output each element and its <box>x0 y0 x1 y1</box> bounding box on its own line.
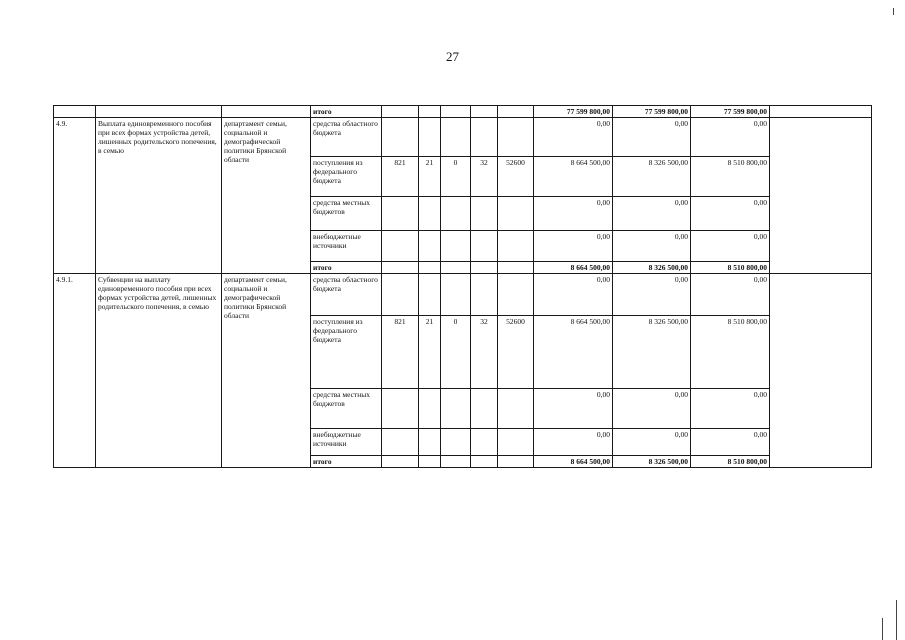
funding-source: поступления из федерального бюджета <box>311 316 382 389</box>
code-subprogram <box>441 389 471 429</box>
code-grbs <box>382 197 419 231</box>
code-direction: 52600 <box>498 316 534 389</box>
amount-year-2: 8 326 500,00 <box>613 316 691 389</box>
funding-source: поступления из федерального бюджета <box>311 157 382 197</box>
amount-year-3: 0,00 <box>691 429 770 456</box>
amount-year-3: 8 510 800,00 <box>691 456 770 468</box>
total-label: итого <box>311 262 382 274</box>
code-subprogram: 0 <box>441 157 471 197</box>
item-executor: департамент семьи, социальной и демографической политики Брянской области <box>222 118 311 274</box>
table-row <box>54 118 872 157</box>
code-event <box>471 231 498 262</box>
amount-year-2: 8 326 500,00 <box>613 456 691 468</box>
amount-year-1: 8 664 500,00 <box>534 157 613 197</box>
amount-year-2: 0,00 <box>613 118 691 157</box>
item-code: 4.9.1. <box>54 274 96 468</box>
code-program <box>419 197 441 231</box>
amount-year-2: 0,00 <box>613 389 691 429</box>
total-label: итого <box>311 456 382 468</box>
code-event <box>471 274 498 316</box>
amount-year-3: 0,00 <box>691 197 770 231</box>
funding-source: средства местных бюджетов <box>311 197 382 231</box>
funding-source: внебюджетные источники <box>311 231 382 262</box>
code-event <box>471 389 498 429</box>
notes-cell <box>770 274 872 468</box>
amount-year-3: 0,00 <box>691 389 770 429</box>
code-event <box>471 197 498 231</box>
funding-source: средства местных бюджетов <box>311 389 382 429</box>
amount-year-1: 8 664 500,00 <box>534 316 613 389</box>
amount-year-2: 0,00 <box>613 197 691 231</box>
code-program: 21 <box>419 316 441 389</box>
item-name: Субвенции на выплату единовременного пособия при всех формах устройства детей, лишенных родительского попечения, в семью <box>96 274 222 468</box>
code-event <box>471 429 498 456</box>
amount-year-3: 77 599 800,00 <box>691 106 770 118</box>
code-program <box>419 118 441 157</box>
amount-year-1: 8 664 500,00 <box>534 456 613 468</box>
item-code: 4.9. <box>54 118 96 274</box>
funding-source: средства областного бюджета <box>311 274 382 316</box>
amount-year-2: 8 326 500,00 <box>613 157 691 197</box>
code-grbs <box>382 231 419 262</box>
code-direction: 52600 <box>498 157 534 197</box>
item-executor: департамент семьи, социальной и демографической политики Брянской области <box>222 274 311 468</box>
scan-edge-mark <box>882 618 883 640</box>
code-grbs: 821 <box>382 316 419 389</box>
code-program <box>419 274 441 316</box>
amount-year-3: 8 510 800,00 <box>691 157 770 197</box>
code-event <box>471 118 498 157</box>
amount-year-3: 0,00 <box>691 231 770 262</box>
code-subprogram <box>441 231 471 262</box>
code-subprogram: 0 <box>441 316 471 389</box>
code-subprogram <box>441 118 471 157</box>
amount-year-1: 77 599 800,00 <box>534 106 613 118</box>
code-direction <box>498 197 534 231</box>
code-direction <box>498 231 534 262</box>
amount-year-2: 0,00 <box>613 274 691 316</box>
amount-year-2: 0,00 <box>613 231 691 262</box>
code-event: 32 <box>471 157 498 197</box>
code-grbs <box>382 429 419 456</box>
amount-year-2: 77 599 800,00 <box>613 106 691 118</box>
code-program <box>419 231 441 262</box>
code-direction <box>498 118 534 157</box>
total-label: итого <box>311 106 382 118</box>
notes-cell <box>770 118 872 274</box>
table-row <box>54 274 872 316</box>
code-subprogram <box>441 429 471 456</box>
code-program <box>419 389 441 429</box>
amount-year-3: 0,00 <box>691 118 770 157</box>
code-event: 32 <box>471 316 498 389</box>
amount-year-1: 0,00 <box>534 429 613 456</box>
code-program: 21 <box>419 157 441 197</box>
item-name: Выплата единовременного пособия при всех формах устройства детей, лишенных родительского попечения, в семью <box>96 118 222 274</box>
code-subprogram <box>441 274 471 316</box>
code-direction <box>498 274 534 316</box>
amount-year-2: 0,00 <box>613 429 691 456</box>
budget-table <box>53 105 872 468</box>
amount-year-2: 8 326 500,00 <box>613 262 691 274</box>
amount-year-1: 0,00 <box>534 389 613 429</box>
amount-year-3: 8 510 800,00 <box>691 316 770 389</box>
code-grbs <box>382 389 419 429</box>
amount-year-1: 0,00 <box>534 197 613 231</box>
code-grbs <box>382 118 419 157</box>
code-grbs: 821 <box>382 157 419 197</box>
amount-year-1: 0,00 <box>534 274 613 316</box>
code-direction <box>498 429 534 456</box>
scan-edge-mark <box>893 8 894 15</box>
amount-year-1: 8 664 500,00 <box>534 262 613 274</box>
table-row <box>54 106 872 118</box>
code-grbs <box>382 274 419 316</box>
scan-edge-mark <box>896 600 897 640</box>
amount-year-3: 8 510 800,00 <box>691 262 770 274</box>
code-direction <box>498 389 534 429</box>
amount-year-3: 0,00 <box>691 274 770 316</box>
amount-year-1: 0,00 <box>534 231 613 262</box>
code-subprogram <box>441 197 471 231</box>
page-number: 27 <box>446 49 459 64</box>
funding-source: средства областного бюджета <box>311 118 382 157</box>
amount-year-1: 0,00 <box>534 118 613 157</box>
funding-source: внебюджетные источники <box>311 429 382 456</box>
code-program <box>419 429 441 456</box>
